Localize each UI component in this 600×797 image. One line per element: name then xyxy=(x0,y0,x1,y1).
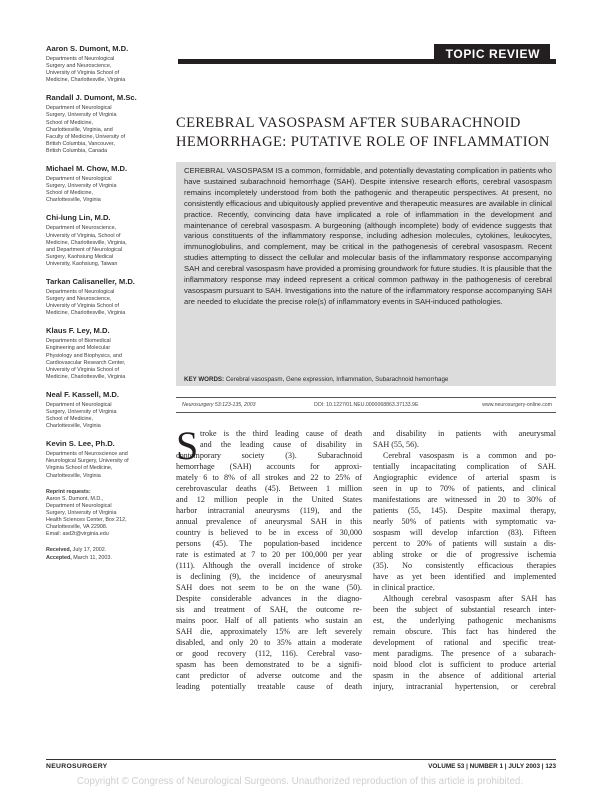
body-text-line: SAH does not seem to be on the wane (50). xyxy=(176,583,362,592)
affiliation-line: Surgery and Neuroscience, xyxy=(46,63,112,70)
body-text-line: country is believed to be in excess of 30,000 xyxy=(176,528,362,537)
body-text-line: Despite considerable advances in the diagno- xyxy=(176,594,362,603)
body-text-line: spasm has been demonstrated to be a signifi- xyxy=(176,660,362,669)
body-text-line: (111). Although the overall incidence of stroke xyxy=(176,561,362,570)
keywords xyxy=(184,376,552,383)
keywords-label: KEY WORDS: xyxy=(184,376,225,383)
affiliation-line: Surgery and Neuroscience, xyxy=(46,296,112,303)
footer-issue: VOLUME 53 | NUMBER 1 | JULY 2003 | 123 xyxy=(428,763,556,770)
accepted-date: March 11, 2003. xyxy=(73,555,112,562)
author-entry xyxy=(46,439,164,479)
affiliation-line: Department of Neuroscience, xyxy=(46,225,117,232)
reprint-line: Aaron S. Dumont, M.D., xyxy=(46,495,104,502)
body-text-line: ment paradigms. The presence of a subarach- xyxy=(373,649,556,658)
body-text-line: been the subject of substantial research inter- xyxy=(373,605,556,614)
reprint-line: Department of Neurological xyxy=(46,502,112,509)
author-name: Kevin S. Lee, Ph.D. xyxy=(46,439,115,449)
body-text-line: hemorrhage (SAH) accounts for approxi- xyxy=(176,462,362,471)
body-text-line: persons (45). The population-based incidence xyxy=(176,539,362,548)
body-text-line: is declining (9), the incidence of aneurysmal xyxy=(176,572,362,581)
accepted-label: Accepted, xyxy=(46,555,72,562)
body-text-line: remain obscure. This fact has hindered the xyxy=(373,627,556,636)
affiliation-line: University, Kaohsiung, Taiwan xyxy=(46,260,118,267)
affiliation-line: Department of Neurological xyxy=(46,105,112,112)
author-name: Neal F. Kassell, M.D. xyxy=(46,389,120,399)
author-entry xyxy=(46,390,164,430)
body-text-line: abling stroke or die of progressive ischemia xyxy=(373,550,556,559)
affiliation-line: Surgery, University of Virginia xyxy=(46,183,117,190)
affiliation-line: Department of Neurological xyxy=(46,401,112,408)
body-text-line: development of rational and specific treat- xyxy=(373,638,556,647)
body-text-line: tentially incapacitating complication of SAH. xyxy=(373,462,556,471)
copyright-notice: Copyright © Congress of Neurological Surgeons. Unauthorized reproduction of this article is prohibited. xyxy=(76,776,524,787)
author-affiliation xyxy=(46,105,164,155)
body-text-line: sospasm will develop infarction (83). Fifteen xyxy=(373,528,556,537)
author-name: Tarkan Calisaneller, M.D. xyxy=(46,276,135,286)
received-date-row xyxy=(46,546,164,554)
body-text-line: nearly 50% of patients with symptomatic va- xyxy=(373,517,556,526)
affiliation-line: Charlottesville, Virginia xyxy=(46,197,101,204)
journal-reference: Neurosurgery 53:123-135, 2003 xyxy=(182,402,256,408)
affiliation-line: Departments of Neurological xyxy=(46,288,115,295)
body-text-line: or good recovery (112, 116). Cerebral vaso- xyxy=(176,649,362,658)
body-text-line: manifestations are witnessed in 20 to 30% of xyxy=(373,495,556,504)
affiliation-line: British Columbia, Canada xyxy=(46,147,108,154)
body-text-line: contemporary society (3). Subarachnoid xyxy=(176,451,362,460)
affiliation-line: School of Medicine, xyxy=(46,190,94,197)
body-text-line: Cerebral vasospasm is a common and po- xyxy=(383,451,556,460)
affiliation-line: Surgery, University of Virginia xyxy=(46,409,117,415)
body-text-line: (35). No consistently efficacious therapies xyxy=(373,561,556,570)
affiliation-line: Medicine, Charlottesville, Virginia xyxy=(46,310,126,317)
affiliation-line: University of Virginia School of xyxy=(46,303,120,310)
affiliation-line: University of Virginia School of xyxy=(46,70,120,77)
article-title xyxy=(176,114,556,152)
body-text-line: est, the underlying pathogenic mechanisms xyxy=(373,616,556,625)
author-entry xyxy=(46,213,164,268)
body-text-line: and disability in patients with aneurysmal xyxy=(373,429,556,438)
body-text-line: have as yet been identified and implemented xyxy=(373,572,556,581)
affiliation-line: Cardiovascular Research Center, xyxy=(46,359,126,366)
body-column-right xyxy=(373,428,556,692)
received-date: July 17, 2002. xyxy=(72,547,107,554)
body-text-line: seen in up to 70% of patients, and clinical xyxy=(373,484,556,493)
body-text-line: SAH (55, 56). xyxy=(373,440,419,449)
author-sidebar xyxy=(46,44,164,562)
affiliation-line: Charlottesville, Virginia xyxy=(46,423,101,430)
affiliation-line: Charlottesville, Virginia xyxy=(46,472,101,479)
affiliation-line: Engineering and Molecular xyxy=(46,345,111,352)
body-text-line: injury, intracranial hypertension, or cerebral xyxy=(373,682,556,691)
body-text-line: harbor intracranial aneurysms (119), and the xyxy=(176,506,362,515)
section-label: TOPIC REVIEW xyxy=(434,44,550,64)
body-text-line: SAH die, approximately 15% are left severely xyxy=(176,627,362,636)
affiliation-line: Department of Neurological xyxy=(46,176,112,183)
keywords-list: Cerebral vasospasm, Gene expression, Inflammation, Subarachnoid hemorrhage xyxy=(225,376,449,383)
affiliation-line: Medicine, Charlottesville, Virginia xyxy=(46,77,126,84)
affiliation-line: Surgery, University of Virginia xyxy=(46,112,117,119)
affiliation-line: Neurological Surgery, University of xyxy=(46,458,129,465)
title-line: CEREBRAL VASOSPASM AFTER SUBARACHNOID xyxy=(176,115,521,131)
received-label: Received, xyxy=(46,547,72,554)
body-text-line: cant predictor of adverse outcome and the xyxy=(176,671,362,680)
affiliation-line: Physiology and Biophysics, and xyxy=(46,352,122,359)
author-affiliation xyxy=(46,402,164,430)
author-name: Aaron S. Dumont, M.D. xyxy=(46,44,129,53)
author-name: Randall J. Dumont, M.Sc. xyxy=(46,93,137,103)
affiliation-line: and Department of Neurological xyxy=(46,246,123,253)
author-name: Klaus F. Ley, M.D. xyxy=(46,326,110,336)
affiliation-line: Charlottesville, Virginia, and xyxy=(46,126,113,133)
body-text-line: percent to 20% of patients will sustain a dis- xyxy=(373,539,556,548)
affiliation-line: School of Medicine, xyxy=(46,416,94,423)
body-column-left xyxy=(176,423,362,692)
journal-website[interactable]: www.neurosurgery-online.com xyxy=(482,402,552,408)
topic-review-banner xyxy=(178,44,556,65)
affiliation-line: School of Medicine, xyxy=(46,119,94,126)
affiliation-line: Departments of Neuroscience and xyxy=(46,451,128,458)
reprint-line: Health Sciences Center, Box 212, xyxy=(46,517,127,524)
footer-journal: NEUROSURGERY xyxy=(46,763,108,770)
reprint-label: Reprint requests: xyxy=(46,488,91,495)
affiliation-line: Surgery, Kaohsiung Medical xyxy=(46,253,114,260)
reprint-line[interactable]: Email: asd2t@virginia.edu xyxy=(46,531,109,538)
abstract-text: CEREBRAL VASOSPASM IS a common, formidable, and potentially devastating complication in patients who have sustained subarachnoid hemorrhage (SAH). Despite intensive research efforts, cerebral vasospasm remains incompletely understood from both the pathogenic and therapeutic perspectives. At present, no consistently efficacious and ubiquitously applied preventive and therapeutic measures are available in clinical practice. Recently, convincing data have implicated a role of inflammation in the development and maintenance of cerebral vasospasm. A burgeoning (although incomplete) body of evidence suggests that various constituents of the inflammatory response, including adhesion molecules, cytokines, leukocytes, immunoglobulins, and complement, may be critical in the pathogenesis of cerebral vasospasm. Recent studies attempting to dissect the cellular and molecular basis of the inflammatory response accompanying SAH and cerebral vasospasm have provided a promising groundwork for future studies. It is plausible that the inflammatory response may indeed represent a critical common pathway in the pathogenesis of cerebral vasospasm pursuant to SAH. Investigations into the nature of the inflammatory response accompanying SAH are needed to elucidate the precise role(s) of inflammatory events in SAH-induced pathologies. xyxy=(184,166,552,306)
author-name: Michael M. Chow, M.D. xyxy=(46,164,128,174)
body-text-line: and the leading cause of disability in xyxy=(200,440,362,449)
accepted-date-row xyxy=(46,554,164,562)
body-text-line: Angiographic evidence of arterial spasm is xyxy=(373,473,556,482)
author-affiliation xyxy=(46,338,164,381)
affiliation-line: University of Virginia School of xyxy=(46,366,120,373)
doi: DOI: 10.1227/01.NEU.0000068863.37133.9E xyxy=(314,402,419,408)
body-text-line: annual prevalence of aneurysmal SAH in this xyxy=(176,517,362,526)
body-text-line: mains poor. Half of all patients who sustain an xyxy=(176,616,362,625)
title-line: HEMORRHAGE: PUTATIVE ROLE OF INFLAMMATION xyxy=(176,134,550,150)
author-affiliation xyxy=(46,451,164,479)
affiliation-line: Virginia School of Medicine, xyxy=(46,465,113,472)
citation-row xyxy=(176,397,556,413)
affiliation-line: Medicine, Charlottesville, Virginia, xyxy=(46,239,127,246)
body-text-line: sis and treatment of SAH, the outcome re- xyxy=(176,605,362,614)
author-affiliation xyxy=(46,176,164,204)
author-entry xyxy=(46,277,164,317)
page-footer xyxy=(46,759,556,774)
body-text-line: in clinical practice. xyxy=(373,583,435,592)
article-dates xyxy=(46,546,164,562)
body-text-line: troke is the third leading cause of death xyxy=(200,429,362,438)
body-text-line: patients (55, 145). Despite maximal therapy, xyxy=(373,506,556,515)
reprint-line: Charlottesville, VA 22908. xyxy=(46,524,108,531)
body-text-line: disabled, and only 20 to 35% attain a moderate xyxy=(176,638,362,647)
body-text-line: mately 6 to 8% of all strokes and 22 to 25% of xyxy=(176,473,362,482)
author-entry xyxy=(46,44,164,84)
author-affiliation xyxy=(46,56,164,84)
affiliation-line: University of Virginia, School of xyxy=(46,232,121,239)
body-text-line: cerebrovascular deaths (45). Between 1 million xyxy=(176,484,362,493)
body-text-line: leading potentially treatable cause of death xyxy=(176,682,362,691)
affiliation-line: Faculty of Medicine, University of xyxy=(46,133,126,140)
affiliation-line: Departments of Biomedical xyxy=(46,338,111,345)
author-affiliation xyxy=(46,225,164,268)
body-text-line: spasm in the absence of additional arterial xyxy=(373,671,556,680)
affiliation-line: Medicine, Charlottesville, Virginia xyxy=(46,373,126,380)
reprint-line: Surgery, University of Virginia xyxy=(46,509,117,516)
body-text-line: and 12 million people in the United States xyxy=(176,495,362,504)
body-text-line: noid blood clot is sufficient to produce arterial xyxy=(373,660,556,669)
body-text-line: rate is estimated at 7 to 20 per 100,000 per year xyxy=(176,550,362,559)
author-name: Chi-lung Lin, M.D. xyxy=(46,213,111,223)
author-entry xyxy=(46,93,164,155)
author-affiliation xyxy=(46,289,164,317)
affiliation-line: Departments of Neurological xyxy=(46,56,115,62)
author-entry xyxy=(46,326,164,381)
affiliation-line: British Columbia, Vancouver, xyxy=(46,140,115,147)
body-text-line: Although cerebral vasospasm after SAH has xyxy=(383,594,556,603)
reprint-requests xyxy=(46,489,164,539)
author-entry xyxy=(46,164,164,204)
drop-cap: S xyxy=(176,423,199,468)
